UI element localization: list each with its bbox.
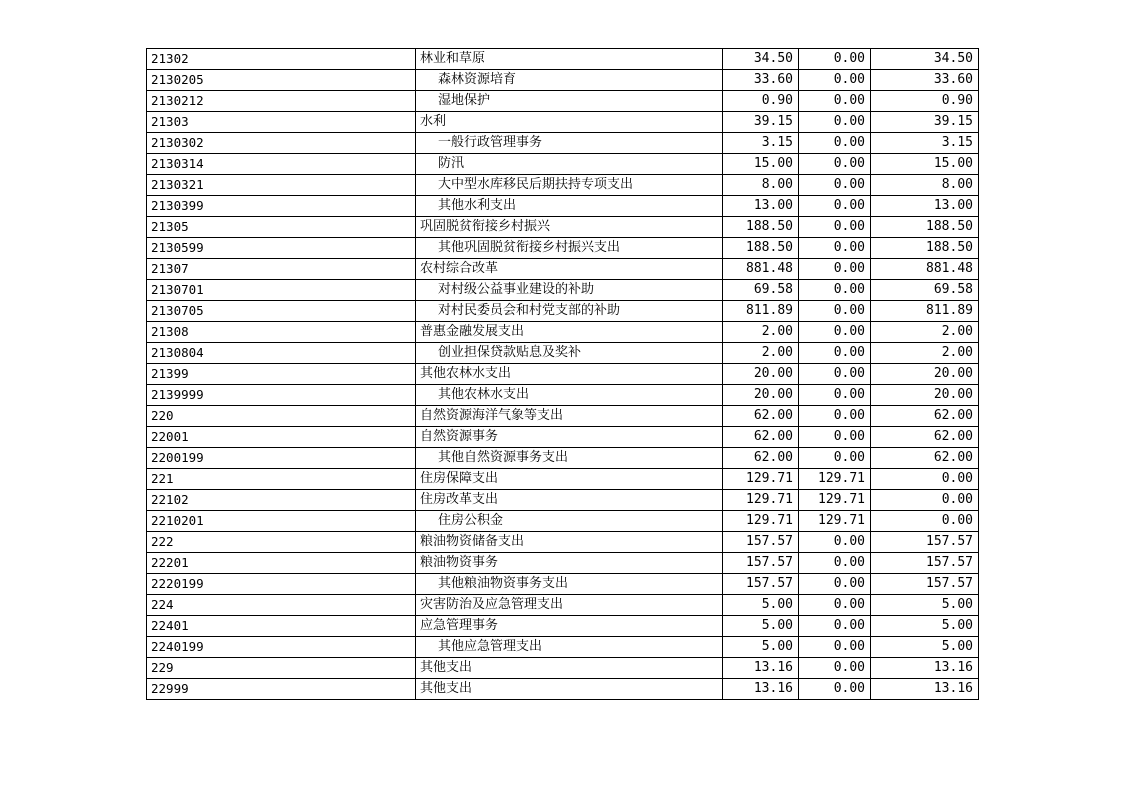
project-amount-cell: 157.57 — [871, 574, 979, 595]
table-row — [147, 595, 979, 616]
project-amount-cell: 34.50 — [871, 49, 979, 70]
expenditure-table-body — [147, 49, 979, 700]
subject-name-cell: 林业和草原 — [416, 49, 723, 70]
total-amount-cell: 811.89 — [723, 301, 799, 322]
total-amount-cell: 129.71 — [723, 469, 799, 490]
total-amount-cell: 69.58 — [723, 280, 799, 301]
basic-amount-cell: 0.00 — [799, 553, 871, 574]
basic-amount-cell: 0.00 — [799, 532, 871, 553]
basic-amount-cell: 0.00 — [799, 595, 871, 616]
total-amount-cell: 8.00 — [723, 175, 799, 196]
subject-name-cell: 对村级公益事业建设的补助 — [416, 280, 723, 301]
total-amount-cell: 39.15 — [723, 112, 799, 133]
project-amount-cell: 0.00 — [871, 511, 979, 532]
project-amount-cell: 62.00 — [871, 427, 979, 448]
table-row — [147, 427, 979, 448]
total-amount-cell: 129.71 — [723, 490, 799, 511]
project-amount-cell: 62.00 — [871, 406, 979, 427]
basic-amount-cell: 0.00 — [799, 385, 871, 406]
basic-amount-cell: 0.00 — [799, 637, 871, 658]
subject-code-cell: 21307 — [147, 259, 416, 280]
basic-amount-cell: 0.00 — [799, 679, 871, 700]
subject-code-cell: 22401 — [147, 616, 416, 637]
project-amount-cell: 15.00 — [871, 154, 979, 175]
subject-name-cell: 防汛 — [416, 154, 723, 175]
subject-code-cell: 22201 — [147, 553, 416, 574]
project-amount-cell: 3.15 — [871, 133, 979, 154]
total-amount-cell: 33.60 — [723, 70, 799, 91]
total-amount-cell: 20.00 — [723, 364, 799, 385]
subject-code-cell: 221 — [147, 469, 416, 490]
basic-amount-cell: 0.00 — [799, 70, 871, 91]
subject-name-cell: 森林资源培育 — [416, 70, 723, 91]
total-amount-cell: 34.50 — [723, 49, 799, 70]
project-amount-cell: 5.00 — [871, 637, 979, 658]
table-row — [147, 616, 979, 637]
project-amount-cell: 0.90 — [871, 91, 979, 112]
total-amount-cell: 2.00 — [723, 322, 799, 343]
basic-amount-cell: 0.00 — [799, 364, 871, 385]
project-amount-cell: 157.57 — [871, 532, 979, 553]
project-amount-cell: 20.00 — [871, 385, 979, 406]
total-amount-cell: 157.57 — [723, 532, 799, 553]
table-row — [147, 238, 979, 259]
table-row — [147, 343, 979, 364]
total-amount-cell: 188.50 — [723, 217, 799, 238]
basic-amount-cell: 0.00 — [799, 238, 871, 259]
table-row — [147, 322, 979, 343]
subject-name-cell: 应急管理事务 — [416, 616, 723, 637]
basic-amount-cell: 0.00 — [799, 196, 871, 217]
subject-code-cell: 2130205 — [147, 70, 416, 91]
table-row — [147, 112, 979, 133]
table-row — [147, 448, 979, 469]
basic-amount-cell: 0.00 — [799, 343, 871, 364]
table-row — [147, 511, 979, 532]
basic-amount-cell: 0.00 — [799, 91, 871, 112]
project-amount-cell: 62.00 — [871, 448, 979, 469]
subject-name-cell: 水利 — [416, 112, 723, 133]
basic-amount-cell: 0.00 — [799, 616, 871, 637]
basic-amount-cell: 0.00 — [799, 301, 871, 322]
subject-code-cell: 222 — [147, 532, 416, 553]
total-amount-cell: 62.00 — [723, 427, 799, 448]
subject-code-cell: 229 — [147, 658, 416, 679]
subject-code-cell: 2240199 — [147, 637, 416, 658]
subject-name-cell: 湿地保护 — [416, 91, 723, 112]
total-amount-cell: 15.00 — [723, 154, 799, 175]
subject-name-cell: 住房公积金 — [416, 511, 723, 532]
subject-name-cell: 其他水利支出 — [416, 196, 723, 217]
subject-name-cell: 自然资源海洋气象等支出 — [416, 406, 723, 427]
total-amount-cell: 2.00 — [723, 343, 799, 364]
total-amount-cell: 3.15 — [723, 133, 799, 154]
subject-name-cell: 其他巩固脱贫衔接乡村振兴支出 — [416, 238, 723, 259]
project-amount-cell: 5.00 — [871, 595, 979, 616]
table-row — [147, 259, 979, 280]
total-amount-cell: 13.00 — [723, 196, 799, 217]
subject-code-cell: 2130701 — [147, 280, 416, 301]
total-amount-cell: 13.16 — [723, 658, 799, 679]
basic-amount-cell: 0.00 — [799, 574, 871, 595]
project-amount-cell: 39.15 — [871, 112, 979, 133]
subject-code-cell: 220 — [147, 406, 416, 427]
subject-name-cell: 其他支出 — [416, 679, 723, 700]
subject-code-cell: 22001 — [147, 427, 416, 448]
subject-name-cell: 一般行政管理事务 — [416, 133, 723, 154]
subject-name-cell: 住房改革支出 — [416, 490, 723, 511]
subject-name-cell: 灾害防治及应急管理支出 — [416, 595, 723, 616]
project-amount-cell: 188.50 — [871, 238, 979, 259]
basic-amount-cell: 0.00 — [799, 154, 871, 175]
subject-code-cell: 21308 — [147, 322, 416, 343]
project-amount-cell: 157.57 — [871, 553, 979, 574]
project-amount-cell: 8.00 — [871, 175, 979, 196]
subject-code-cell: 2130314 — [147, 154, 416, 175]
subject-name-cell: 自然资源事务 — [416, 427, 723, 448]
project-amount-cell: 13.16 — [871, 679, 979, 700]
project-amount-cell: 188.50 — [871, 217, 979, 238]
total-amount-cell: 188.50 — [723, 238, 799, 259]
table-row — [147, 574, 979, 595]
subject-code-cell: 22102 — [147, 490, 416, 511]
subject-name-cell: 普惠金融发展支出 — [416, 322, 723, 343]
total-amount-cell: 0.90 — [723, 91, 799, 112]
subject-code-cell: 2220199 — [147, 574, 416, 595]
subject-code-cell: 21302 — [147, 49, 416, 70]
subject-code-cell: 2130804 — [147, 343, 416, 364]
subject-code-cell: 2130705 — [147, 301, 416, 322]
subject-name-cell: 其他应急管理支出 — [416, 637, 723, 658]
subject-name-cell: 其他粮油物资事务支出 — [416, 574, 723, 595]
total-amount-cell: 881.48 — [723, 259, 799, 280]
basic-amount-cell: 0.00 — [799, 49, 871, 70]
subject-name-cell: 粮油物资事务 — [416, 553, 723, 574]
basic-amount-cell: 0.00 — [799, 112, 871, 133]
table-row — [147, 217, 979, 238]
table-row — [147, 91, 979, 112]
table-row — [147, 532, 979, 553]
basic-amount-cell: 0.00 — [799, 280, 871, 301]
basic-amount-cell: 0.00 — [799, 217, 871, 238]
subject-name-cell: 其他支出 — [416, 658, 723, 679]
table-row — [147, 301, 979, 322]
total-amount-cell: 157.57 — [723, 553, 799, 574]
table-row — [147, 406, 979, 427]
table-row — [147, 175, 979, 196]
project-amount-cell: 2.00 — [871, 343, 979, 364]
subject-name-cell: 巩固脱贫衔接乡村振兴 — [416, 217, 723, 238]
table-row — [147, 70, 979, 91]
basic-amount-cell: 0.00 — [799, 658, 871, 679]
table-row — [147, 637, 979, 658]
subject-code-cell: 21303 — [147, 112, 416, 133]
table-row — [147, 490, 979, 511]
subject-code-cell: 2210201 — [147, 511, 416, 532]
table-row — [147, 679, 979, 700]
project-amount-cell: 5.00 — [871, 616, 979, 637]
subject-name-cell: 大中型水库移民后期扶持专项支出 — [416, 175, 723, 196]
total-amount-cell: 13.16 — [723, 679, 799, 700]
total-amount-cell: 5.00 — [723, 616, 799, 637]
table-row — [147, 49, 979, 70]
subject-name-cell: 粮油物资储备支出 — [416, 532, 723, 553]
basic-amount-cell: 0.00 — [799, 448, 871, 469]
table-row — [147, 658, 979, 679]
table-row — [147, 469, 979, 490]
basic-amount-cell: 0.00 — [799, 259, 871, 280]
subject-code-cell: 224 — [147, 595, 416, 616]
project-amount-cell: 20.00 — [871, 364, 979, 385]
subject-code-cell: 2130302 — [147, 133, 416, 154]
project-amount-cell: 881.48 — [871, 259, 979, 280]
basic-amount-cell: 129.71 — [799, 490, 871, 511]
subject-code-cell: 21305 — [147, 217, 416, 238]
basic-amount-cell: 0.00 — [799, 427, 871, 448]
total-amount-cell: 129.71 — [723, 511, 799, 532]
basic-amount-cell: 129.71 — [799, 511, 871, 532]
subject-name-cell: 其他农林水支出 — [416, 385, 723, 406]
basic-amount-cell: 0.00 — [799, 175, 871, 196]
table-row — [147, 133, 979, 154]
expenditure-table — [146, 48, 979, 700]
basic-amount-cell: 129.71 — [799, 469, 871, 490]
project-amount-cell: 69.58 — [871, 280, 979, 301]
basic-amount-cell: 0.00 — [799, 322, 871, 343]
basic-amount-cell: 0.00 — [799, 406, 871, 427]
project-amount-cell: 13.16 — [871, 658, 979, 679]
total-amount-cell: 62.00 — [723, 448, 799, 469]
table-row — [147, 196, 979, 217]
subject-name-cell: 创业担保贷款贴息及奖补 — [416, 343, 723, 364]
project-amount-cell: 13.00 — [871, 196, 979, 217]
table-row — [147, 154, 979, 175]
subject-name-cell: 其他自然资源事务支出 — [416, 448, 723, 469]
project-amount-cell: 2.00 — [871, 322, 979, 343]
table-row — [147, 364, 979, 385]
project-amount-cell: 0.00 — [871, 469, 979, 490]
subject-code-cell: 2130321 — [147, 175, 416, 196]
subject-name-cell: 其他农林水支出 — [416, 364, 723, 385]
total-amount-cell: 20.00 — [723, 385, 799, 406]
subject-code-cell: 2130599 — [147, 238, 416, 259]
subject-code-cell: 2200199 — [147, 448, 416, 469]
subject-code-cell: 21399 — [147, 364, 416, 385]
subject-name-cell: 农村综合改革 — [416, 259, 723, 280]
table-row — [147, 553, 979, 574]
subject-code-cell: 2130212 — [147, 91, 416, 112]
project-amount-cell: 33.60 — [871, 70, 979, 91]
subject-code-cell: 2139999 — [147, 385, 416, 406]
total-amount-cell: 62.00 — [723, 406, 799, 427]
subject-code-cell: 2130399 — [147, 196, 416, 217]
table-row — [147, 280, 979, 301]
total-amount-cell: 5.00 — [723, 595, 799, 616]
project-amount-cell: 811.89 — [871, 301, 979, 322]
table-row — [147, 385, 979, 406]
total-amount-cell: 5.00 — [723, 637, 799, 658]
subject-code-cell: 22999 — [147, 679, 416, 700]
project-amount-cell: 0.00 — [871, 490, 979, 511]
total-amount-cell: 157.57 — [723, 574, 799, 595]
subject-name-cell: 对村民委员会和村党支部的补助 — [416, 301, 723, 322]
subject-name-cell: 住房保障支出 — [416, 469, 723, 490]
basic-amount-cell: 0.00 — [799, 133, 871, 154]
